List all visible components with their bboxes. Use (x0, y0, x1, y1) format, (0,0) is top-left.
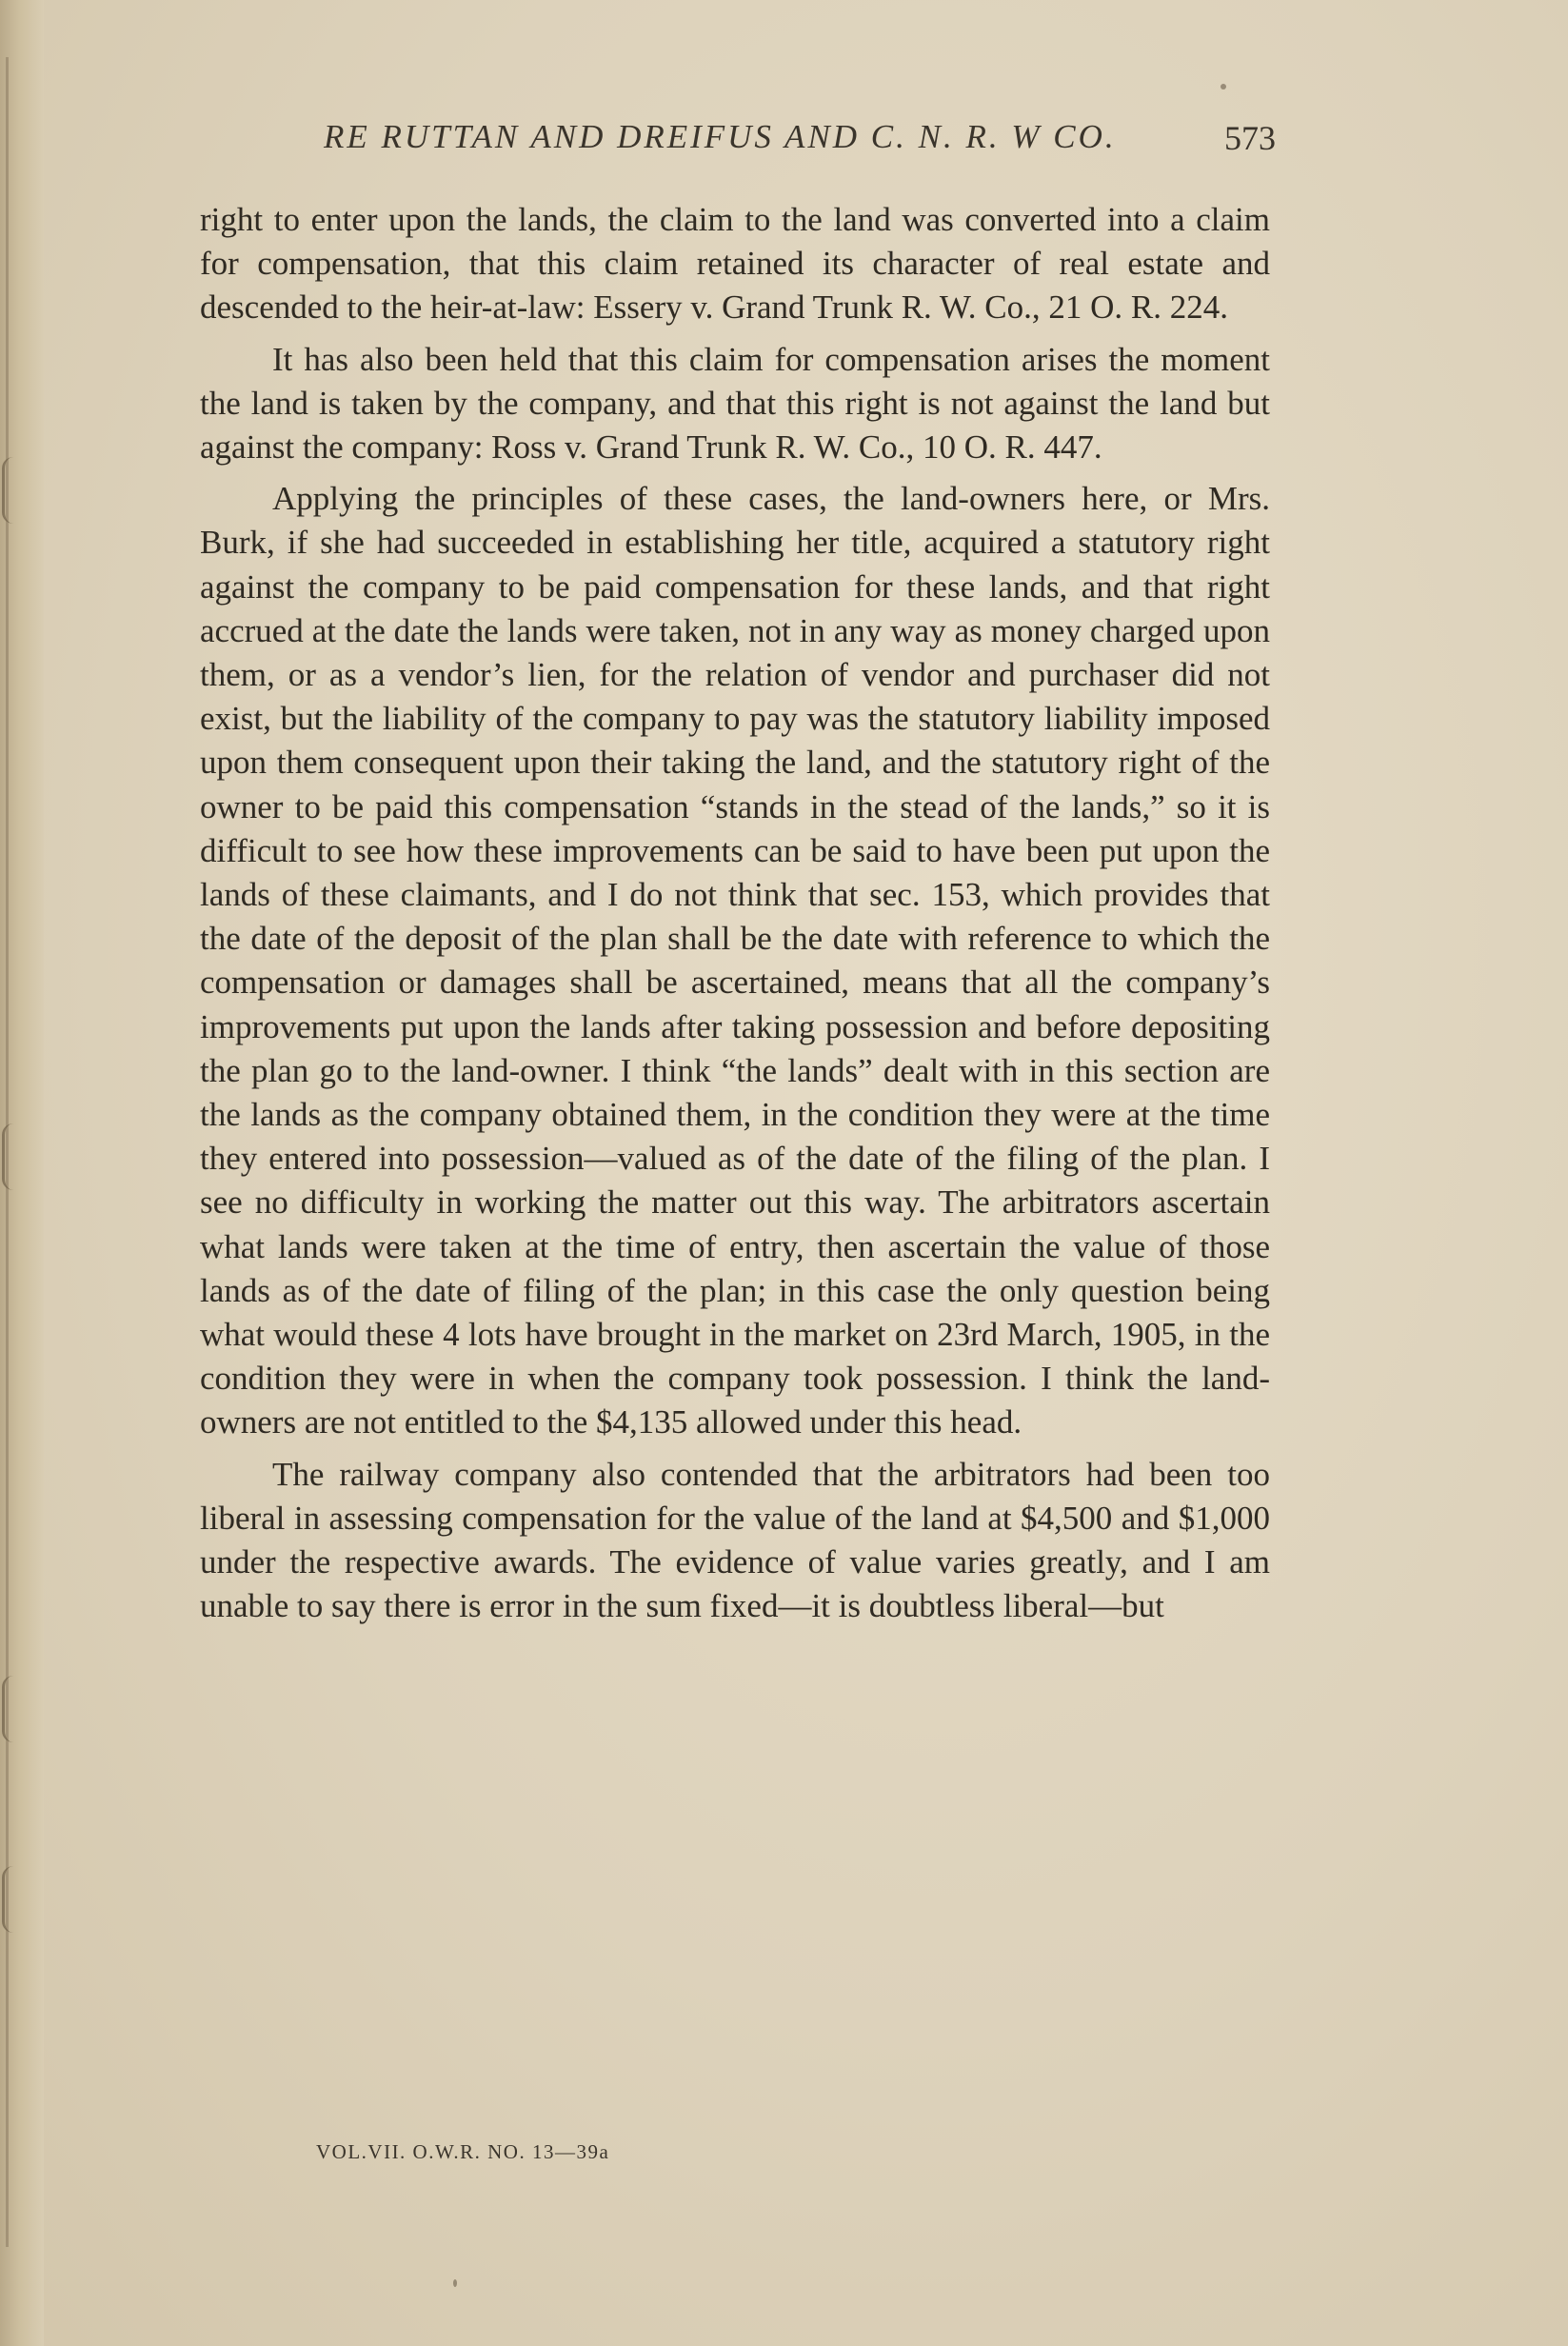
body-text (200, 198, 1270, 1637)
binding-mark (2, 1676, 14, 1742)
binding-mark (2, 1866, 14, 1933)
paper-speck (453, 2279, 457, 2287)
page-number: 573 (1224, 119, 1276, 157)
binding-mark (2, 1123, 14, 1190)
signature-mark: VOL.VII. O.W.R. NO. 13—39a (316, 2140, 610, 2163)
running-header (190, 118, 1276, 175)
paragraph: Applying the principles of these cases, the land-owners here, or Mrs. Burk, if she had succeeded in establishing her title, acquired a statutory right against the company to be paid compensation for these lands, and that right accrued at the date the lands were taken, not in any way as money charged upon them, or as a vendor’s lien, for the relation of vendor and purchaser did not exist, but the liability of the company to pay was the statutory liability imposed upon them consequent upon their taking the land, and the statutory right of the owner to be paid this compensation “stands in the stead of the lands,” so it is difficult to see how these improvements can be said to have been put upon the lands of these claimants, and I do not think that sec. 153, which provides that the date of the deposit of the plan shall be the date with reference to which the compensation or damages shall be ascertained, means that all the company’s improvements put upon the lands after taking possession and before depositing the plan go to the land-owner. I think “the lands” dealt with in this section are the lands as the company obtained them, in the condition they were at the time they entered into possession—valued as of the date of the filing of the plan. I see no difficulty in working the matter out this way. The arbitrators ascertain what lands were taken at the time of entry, then ascertain the value of those lands as of the date of filing of the plan; in this case the only question being what would these 4 lots have brought in the market on 23rd March, 1905, in the condition they were in when the company took possession. I think the land-owners are not entitled to the $4,135 allowed under this head. (200, 480, 1270, 1441)
paragraph: right to enter upon the lands, the claim to the land was converted into a claim for compensation, that this claim retained its character of real estate and descended to the heir-at-law: Essery v. Grand Trunk R. W. Co., 21 O. R. 224. (200, 201, 1270, 327)
book-spine-shadow (0, 0, 44, 2346)
running-header-title: RE RUTTAN AND DREIFUS AND C. N. R. W CO. (324, 118, 1117, 155)
paragraph: It has also been held that this claim for compensation arises the moment the land is taken by the company, and that this right is not against the land but against the company: Ross v. Grand Trunk R. W. Co., 10 O. R. 447. (200, 340, 1270, 467)
paper-speck (1221, 84, 1226, 89)
paragraph: The railway company also contended that the arbitrators had been too liberal in assessing compensation for the value of the land at $4,500 and $1,000 under the respective awards. The evidence of value varies greatly, and I am unable to say there is error in the sum fixed—it is doubtless liberal—but (200, 1455, 1270, 1625)
binding-mark (2, 457, 14, 524)
